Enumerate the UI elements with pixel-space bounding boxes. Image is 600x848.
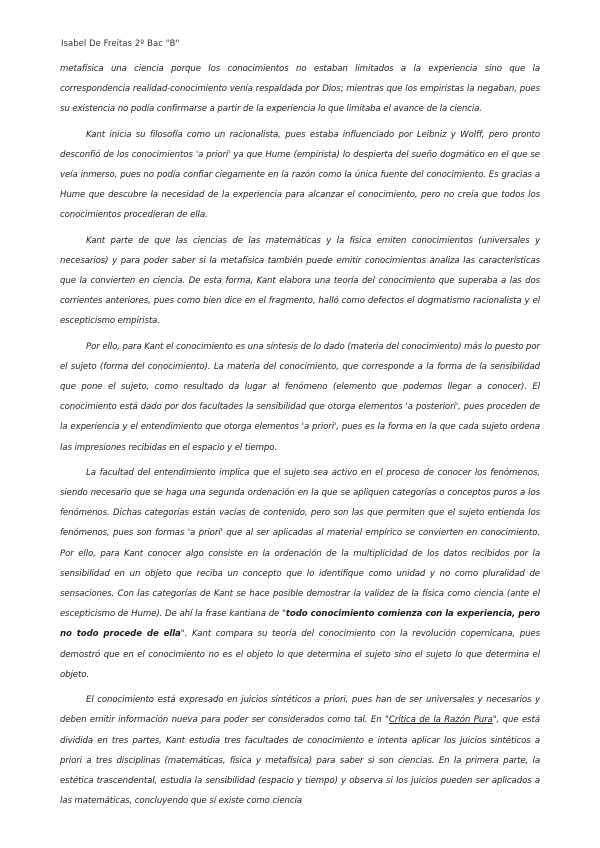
kant-quote: todo conocimiento comienza con la experiencia, pero no todo procede de ella <box>60 609 540 640</box>
paragraph-6 <box>60 690 540 811</box>
paragraph-5 <box>60 463 540 685</box>
book-title: Crítica de la Razón Pura <box>388 715 493 726</box>
paragraph-5-text-before: La facultad del entendimiento implica que el sujeto sea activo en el proceso de conocer los fenómenos, siendo necesario que se haga una segunda ordenación en la que se apliquen categorías o conceptos puros a los fenómenos. Dichas categorías están vacías de contenido, pero son las que permiten que el sujeto entienda los fenómenos, pues son formas 'a priori' que al ser aplicadas al material empírico se convierten en conocimiento. Por ello, para Kant conocer algo consiste en la ordenación de la multiplicidad de los datos recibidos por la sensibilidad en un objeto que reciba un concepto que lo identifique como unidad y no como pluralidad de sensaciones. Con las categorías de Kant se hace posible demostrar la validez de la física como ciencia (ante el escepticismo de Hume). De ahí la frase kantiana de " <box>60 467 540 620</box>
paragraph-4: Por ello, para Kant el conocimiento es una síntesis de lo dado (materia del conocimiento) más lo puesto por el sujeto (forma del conocimiento). La materia del conocimiento, que corresponde a la forma de la sensibilidad que pone el sujeto, como resultado da lugar al fenómeno (elemento que podemos llegar a conocer). El conocimiento está dado por dos facultades la sensibilidad que otorga elementos 'a posteriori', pues proceden de la experiencia y el entendimiento que otorga elementos 'a priori', pues es la forma en la que cada sujeto ordena las impresiones recibidas en el espacio y el tiempo. <box>60 341 540 453</box>
paragraph-6-text-before: El conocimiento está expresado en juicios sintéticos a priori, pues han de ser universales y necesarios y deben emitir información nueva para poder ser considerados como tal. En " <box>60 695 540 726</box>
paragraph-6-text-after: ", que está dividida en tres partes, Kant estudia tres facultades de conocimiento e intenta aplicar los juicios sintéticos a priori a tres disciplinas (matemáticas, física y metafísica) para saber si son ciencias. En la primera parte, la estética trascendental, estudia la sensibilidad (espacio y tiempo) y observa si los juicios pueden ser aplicados a las matemáticas, concluyendo que sí existe como ciencia <box>60 715 540 807</box>
paragraph-2: Kant inicia su filosofía como un racionalista, pues estaba influenciado por Leibniz y Wolff, pero pronto desconfió de los conocimientos 'a priori' ya que Hume (empirista) lo despierta del sueño dogmático en el que se veía inmerso, pues no podía confiar ciegamente en la razón como la única fuente del conocimiento. Es gracias a Hume que descubre la necesidad de la experiencia para alcanzar el conocimiento, pero no creía que todos los conocimientos procedieran de ella. <box>60 129 540 221</box>
page-header: Isabel De Freitas 2º Bac "B" <box>61 38 180 48</box>
document-body <box>60 59 540 816</box>
paragraph-5-text-after: ". Kant compara su teoría del conocimiento con la revolución copernicana, pues demostró que en el conocimiento no es el objeto lo que determina el sujeto sino el sujeto lo que determina el objeto. <box>60 629 541 680</box>
paragraph-3: Kant parte de que las ciencias de las matemáticas y la física emiten conocimientos (universales y necesarios) y para poder saber si la metafísica también puede emitir conocimientos analiza las características que la convierten en ciencia. De esta forma, Kant elabora una teoría del conocimiento que superaba a las dos corrientes anteriores, pues como bien dice en el fragmento, halló como defectos el dogmatismo racionalista y el escepticismo empirista. <box>60 235 540 327</box>
paragraph-1: metafísica una ciencia porque los conocimientos no estaban limitados a la experiencia sino que la correspondencia realidad-conocimiento venía respaldada por Dios; mientras que los empiristas la negaban, pues su existencia no podía confirmarse a partir de la experiencia lo que limitaba el avance de la ciencia. <box>60 64 540 115</box>
